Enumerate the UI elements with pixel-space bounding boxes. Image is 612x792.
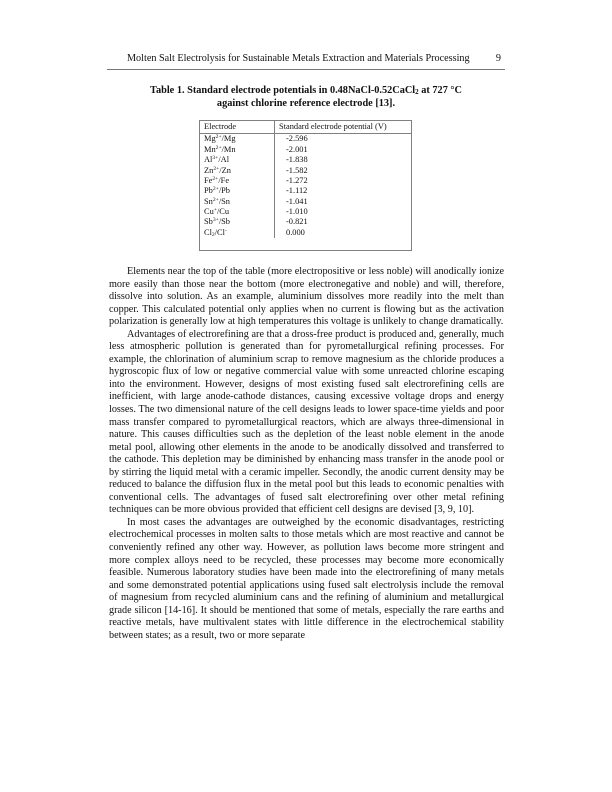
potential-cell: 0.000 bbox=[286, 227, 305, 237]
running-header-title: Molten Salt Electrolysis for Sustainable Metals Extraction and Materials Processing bbox=[127, 53, 470, 64]
electrode-symbol: Al bbox=[204, 155, 213, 165]
charge-superscript: 2+ bbox=[212, 175, 219, 182]
electrode-symbol: Pb bbox=[204, 186, 213, 196]
electrode-symbol: Fe bbox=[204, 175, 213, 185]
electrode-cell bbox=[200, 165, 275, 175]
charge-superscript: 2+ bbox=[212, 196, 219, 203]
electrode-cell bbox=[200, 145, 275, 155]
electrode-couple: /Pb bbox=[218, 186, 230, 196]
electrode-couple: /Sn bbox=[218, 196, 230, 206]
paragraph: In most cases the advantages are outweighed by the economic disadvantages, restricting electrochemical processes in molten salts to those metals which are most reactive and cannot be conveniently refined any other way. However, as pollution laws become more stringent and more complex alloys need to be recycled, these processes may become more economically feasible. Numerous laboratory studies have been made into the electrorefining of many metals and some demonstrated potential applications using fused salt electrolysis include the removal of magnesium from recycled aluminium cans and the refining of aluminium and metallurgical grade silicon [14-16]. It should be mentioned that some of metals, especially the rare earths and reactive metals, have multivalent states with little difference in the electrochemical stability between states; as a result, two or more separate bbox=[109, 516, 504, 641]
electrode-couple: /Al bbox=[218, 155, 230, 165]
caption-line-2: against chlorine reference electrode [13]. bbox=[216, 98, 396, 109]
table-row bbox=[200, 197, 411, 207]
electrode-cell bbox=[200, 217, 275, 227]
electrode-couple: /Mn bbox=[221, 144, 236, 154]
charge-superscript: 2+ bbox=[212, 186, 219, 193]
potential-cell: -1.041 bbox=[286, 196, 308, 206]
electrode-symbol: Sn bbox=[204, 196, 213, 206]
paragraph: Elements near the top of the table (more electropositive or less noble) will anodically ionize more easily than those near the bottom (more electronegative and noble) and will, therefore, dissolve into solution. As an example, aluminium dissolves more readily into the melt than copper. This calculated potential only applies when no current is flowing but as the activation polarization is generally low at high temperatures this voltage is unlikely to change dramatically. bbox=[109, 266, 504, 328]
electrode-potential-table bbox=[199, 120, 412, 251]
atom-count-subscript: 2 bbox=[211, 231, 215, 238]
electrode-cell bbox=[200, 155, 275, 165]
potential-cell: -1.272 bbox=[286, 175, 308, 185]
column-header-potential: Standard electrode potential (V) bbox=[275, 121, 412, 134]
potential-cell: -0.821 bbox=[286, 217, 308, 227]
potential-cell: -1.838 bbox=[286, 155, 308, 165]
table-header-row bbox=[200, 121, 411, 134]
header-rule bbox=[107, 69, 505, 70]
electrode-symbol: Cl bbox=[204, 227, 212, 237]
body-text bbox=[109, 266, 504, 642]
potential-cell: -2.001 bbox=[286, 144, 308, 154]
electrode-symbol: Mg bbox=[204, 134, 216, 144]
electrode-symbol: Zn bbox=[204, 165, 214, 175]
electrode-cell bbox=[200, 197, 275, 207]
table-row bbox=[200, 165, 411, 175]
electrode-symbol: Mn bbox=[204, 144, 216, 154]
charge-superscript: 2+ bbox=[215, 134, 222, 141]
electrode-cell bbox=[200, 186, 275, 196]
electrode-cell bbox=[200, 228, 275, 238]
electrode-couple: /Mg bbox=[221, 134, 236, 144]
charge-superscript: 2+ bbox=[213, 165, 220, 172]
electrode-symbol: Cu bbox=[204, 207, 214, 217]
electrode-couple: /Fe bbox=[218, 175, 230, 185]
potentials-table bbox=[200, 121, 411, 238]
table-row bbox=[200, 155, 411, 165]
electrode-symbol: Sb bbox=[204, 217, 213, 227]
table-row bbox=[200, 228, 411, 238]
caption-subscript: 2 bbox=[415, 88, 419, 96]
charge-superscript: - bbox=[224, 227, 227, 234]
electrode-couple: /Zn bbox=[219, 165, 231, 175]
caption-line-1-suffix: at 727 °C bbox=[418, 85, 462, 96]
charge-superscript: + bbox=[213, 207, 217, 214]
potential-cell: -1.582 bbox=[286, 165, 308, 175]
caption-line-1-prefix: Table 1. Standard electrode potentials in 0.48NaCl-0.52CaCl bbox=[150, 85, 416, 96]
potential-cell: -2.596 bbox=[286, 134, 308, 144]
electrode-cell bbox=[200, 134, 275, 145]
table-caption bbox=[110, 84, 502, 110]
charge-superscript: 2+ bbox=[215, 144, 222, 151]
electrode-cell bbox=[200, 176, 275, 186]
potential-cell: -1.010 bbox=[286, 207, 308, 217]
charge-superscript: 3+ bbox=[212, 155, 219, 162]
potential-cell: -1.112 bbox=[286, 186, 308, 196]
table-row bbox=[200, 186, 411, 196]
table-row bbox=[200, 217, 411, 227]
column-header-electrode: Electrode bbox=[200, 121, 275, 134]
charge-superscript: 3+ bbox=[212, 217, 219, 224]
table-row bbox=[200, 176, 411, 186]
electrode-couple: /Cl bbox=[214, 227, 225, 237]
electrode-couple: /Sb bbox=[218, 217, 230, 227]
paragraph: Advantages of electrorefining are that a dross-free product is produced and, generally, much less atmospheric pollution is generated than for pyrometallurgical refining processes. For example, the chlorination of aluminium scrap to remove magnesium as the chloride produces a hygroscopic flux of low or negative commercial value with some unreacted chlorine escaping into the environment. However, designs of most existing fused salt electrorefining cells are inefficient, with large anode-cathode distances, causing excessive voltage drops and energy losses. The two dimensional nature of the cell designs leads to lower space-time yields and poor mass transfer compared to pyrometallurgical reactors, which are always three-dimensional in nature. This causes difficulties such as the depletion of the least noble element in the anode metal pool, allowing other elements in the anode to be anodically dissolved and transferred to the cathode. This depletion may be diminished by enhancing mass transfer in the anode pool or by stirring the liquid metal with a ceramic impeller. Secondly, the anodic current density may be reduced to balance the diffusion flux in the metal pool but this leads to economic penalties with conventional cells. The advantages of fused salt electrorefining over other metal refining techniques can be more obvious provided that efficient cell designs are devised [3, 9, 10]. bbox=[109, 328, 504, 516]
page-number: 9 bbox=[495, 53, 501, 64]
table-row bbox=[200, 134, 411, 145]
table-row bbox=[200, 207, 411, 217]
table-row bbox=[200, 145, 411, 155]
electrode-couple: /Cu bbox=[216, 207, 230, 217]
caption-line-1 bbox=[110, 84, 502, 97]
electrode-cell bbox=[200, 207, 275, 217]
